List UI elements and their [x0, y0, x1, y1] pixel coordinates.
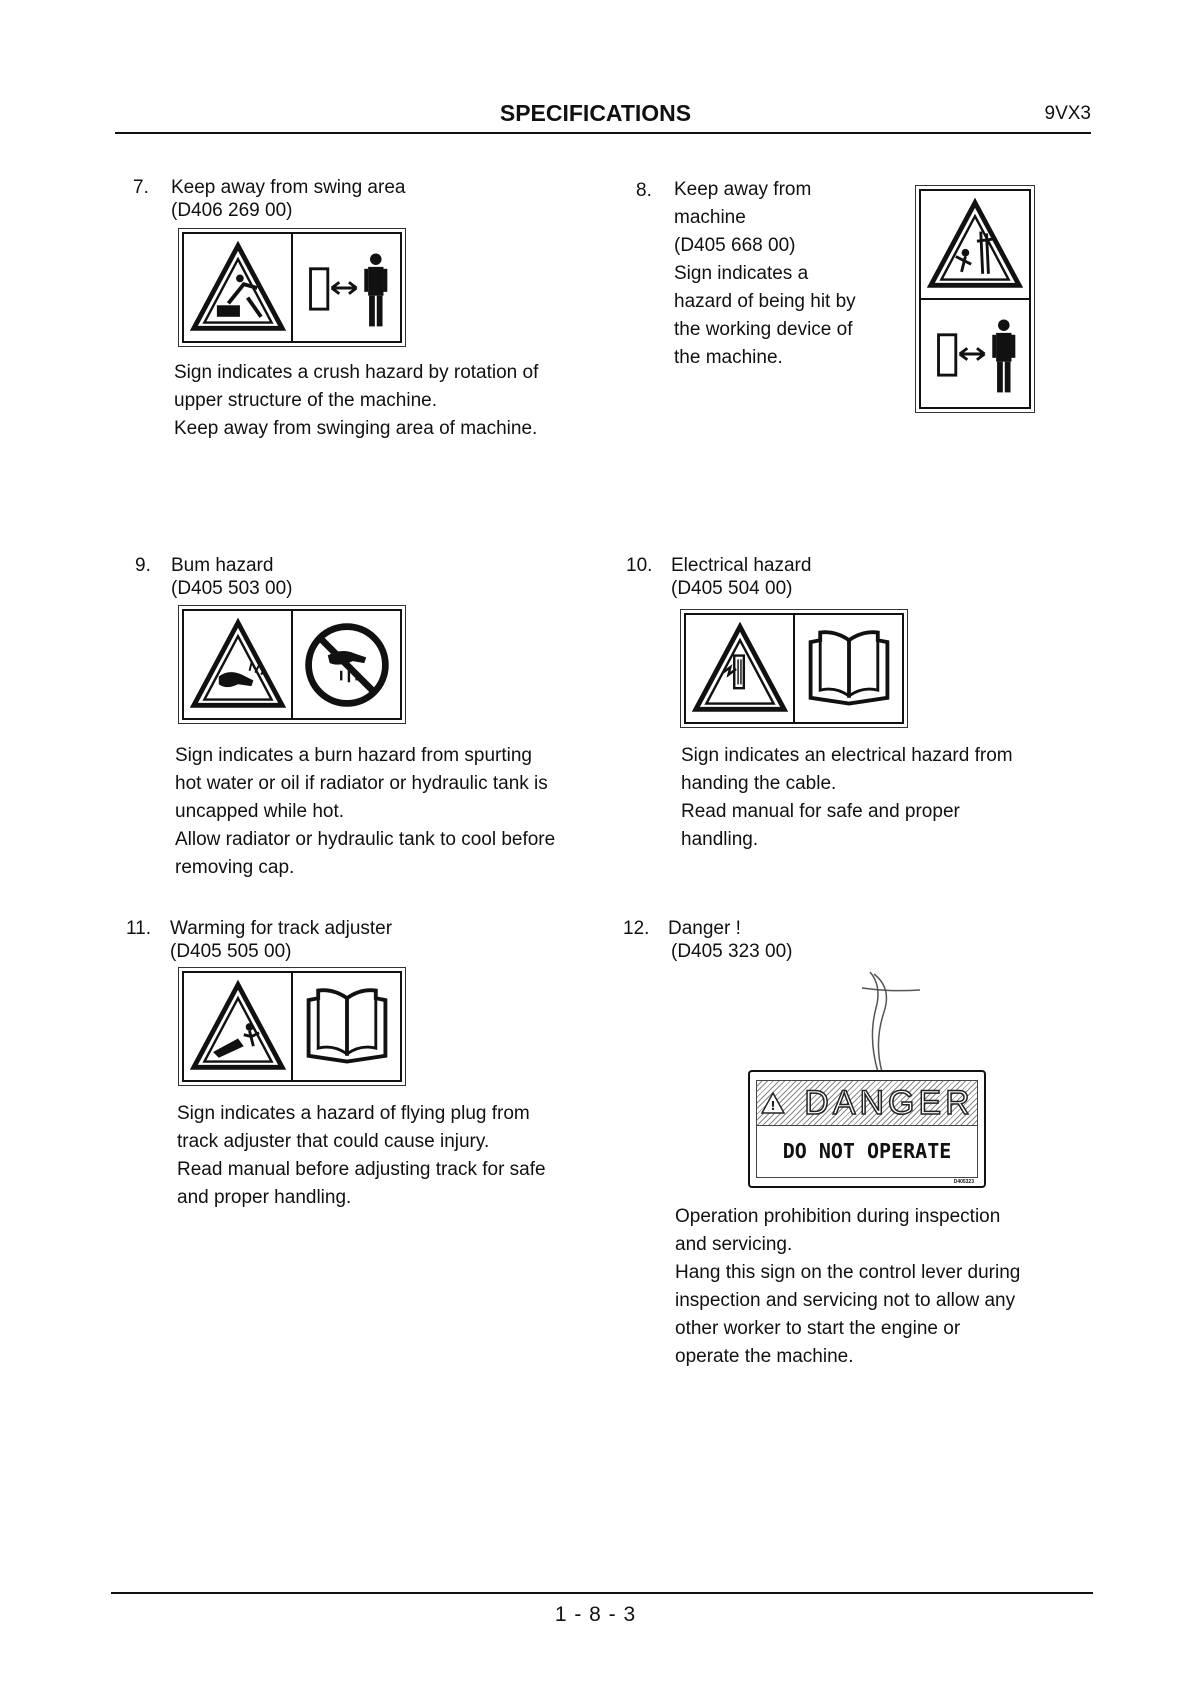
- item-12-title: Danger !: [668, 918, 741, 939]
- tag-warning-icon: [760, 1091, 786, 1115]
- item-8-desc-line: the working device of: [674, 319, 853, 340]
- item-12-desc-line: Operation prohibition during inspection: [675, 1206, 1001, 1227]
- item-11-code: (D405 505 00): [170, 941, 292, 962]
- item-12-desc-line: and servicing.: [675, 1234, 793, 1255]
- item-10-code: (D405 504 00): [671, 578, 793, 599]
- danger-tag-code: D405323: [953, 1179, 974, 1185]
- read-manual-book-icon: [291, 973, 400, 1080]
- item-8-code: (D405 668 00): [674, 235, 796, 256]
- page-title: SPECIFICATIONS: [499, 100, 692, 126]
- item-11-desc-line: Read manual before adjusting track for safe: [177, 1159, 546, 1180]
- danger-tag-header: [756, 1080, 978, 1126]
- item-9-desc-line: removing cap.: [175, 857, 295, 878]
- item-8-desc-line: hazard of being hit by: [674, 291, 856, 312]
- item-10-desc-line: handing the cable.: [681, 773, 837, 794]
- keep-away-person-icon: [291, 234, 400, 341]
- sign-electrical-hazard: [680, 609, 908, 728]
- item-7-desc-line: upper structure of the machine.: [174, 390, 437, 411]
- header-rule: [115, 132, 1091, 134]
- keep-away-person-icon: [921, 298, 1029, 407]
- item-11-desc-line: track adjuster that could cause injury.: [177, 1131, 490, 1152]
- item-11-desc-line: and proper handling.: [177, 1187, 352, 1208]
- sign-burn-hazard: [178, 605, 406, 724]
- sign-keep-away-machine: [915, 185, 1035, 413]
- item-12-desc-line: other worker to start the engine or: [675, 1318, 961, 1339]
- item-9-desc-line: uncapped while hot.: [175, 801, 345, 822]
- tag-string-icon: [840, 968, 930, 1078]
- item-8-desc-line: the machine.: [674, 347, 783, 368]
- item-7-number: 7.: [133, 177, 149, 198]
- item-11-desc-line: Sign indicates a hazard of flying plug from: [177, 1103, 530, 1124]
- item-8-number: 8.: [636, 180, 652, 201]
- danger-tag: [748, 1070, 986, 1188]
- item-10-desc-line: handling.: [681, 829, 759, 850]
- item-10-number: 10.: [626, 555, 653, 576]
- model-code: 9VX3: [1044, 103, 1091, 124]
- danger-tag-subtitle: DO NOT OPERATE: [756, 1124, 978, 1178]
- item-12-desc-line: operate the machine.: [675, 1346, 854, 1367]
- flying-plug-warning-icon: [184, 973, 291, 1080]
- item-9-number: 9.: [135, 555, 151, 576]
- sign-swing-area: [178, 228, 406, 347]
- item-9-code: (D405 503 00): [171, 578, 293, 599]
- item-11-title: Warming for track adjuster: [170, 918, 393, 939]
- item-11-number: 11.: [126, 918, 152, 939]
- item-7-title: Keep away from swing area: [171, 177, 406, 198]
- page-number: 1 - 8 - 3: [554, 1603, 637, 1626]
- item-9-desc-line: Sign indicates a burn hazard from spurting: [175, 745, 532, 766]
- item-8-desc-line: Sign indicates a: [674, 263, 809, 284]
- item-7-desc-line: Keep away from swinging area of machine.: [174, 418, 538, 439]
- no-touch-prohibition-icon: [291, 611, 400, 718]
- item-7-desc-line: Sign indicates a crush hazard by rotation of: [174, 362, 539, 383]
- read-manual-book-icon: [793, 615, 902, 722]
- burn-hazard-triangle-icon: [184, 611, 291, 718]
- svg-text:!: !: [770, 1099, 777, 1113]
- item-10-title: Electrical hazard: [671, 555, 812, 576]
- item-8-title-line: machine: [674, 207, 746, 228]
- hit-by-device-warning-icon: [921, 191, 1029, 298]
- item-9-title: Bum hazard: [171, 555, 274, 576]
- item-10-desc-line: Read manual for safe and proper: [681, 801, 960, 822]
- item-12-number: 12.: [623, 918, 650, 939]
- warning-triangle-icon: [184, 234, 291, 341]
- electrical-hazard-triangle-icon: [686, 615, 793, 722]
- item-9-desc-line: hot water or oil if radiator or hydraulic tank is: [175, 773, 548, 794]
- item-8-title-line: Keep away from: [674, 179, 812, 200]
- item-7-code: (D406 269 00): [171, 200, 293, 221]
- item-10-desc-line: Sign indicates an electrical hazard from: [681, 745, 1013, 766]
- footer-rule: [111, 1592, 1093, 1594]
- danger-tag-title: DANGER: [804, 1083, 974, 1122]
- item-12-desc-line: inspection and servicing not to allow any: [675, 1290, 1016, 1311]
- item-12-code: (D405 323 00): [671, 941, 793, 962]
- sign-track-adjuster: [178, 967, 406, 1086]
- item-9-desc-line: Allow radiator or hydraulic tank to cool before: [175, 829, 556, 850]
- item-12-desc-line: Hang this sign on the control lever during: [675, 1262, 1021, 1283]
